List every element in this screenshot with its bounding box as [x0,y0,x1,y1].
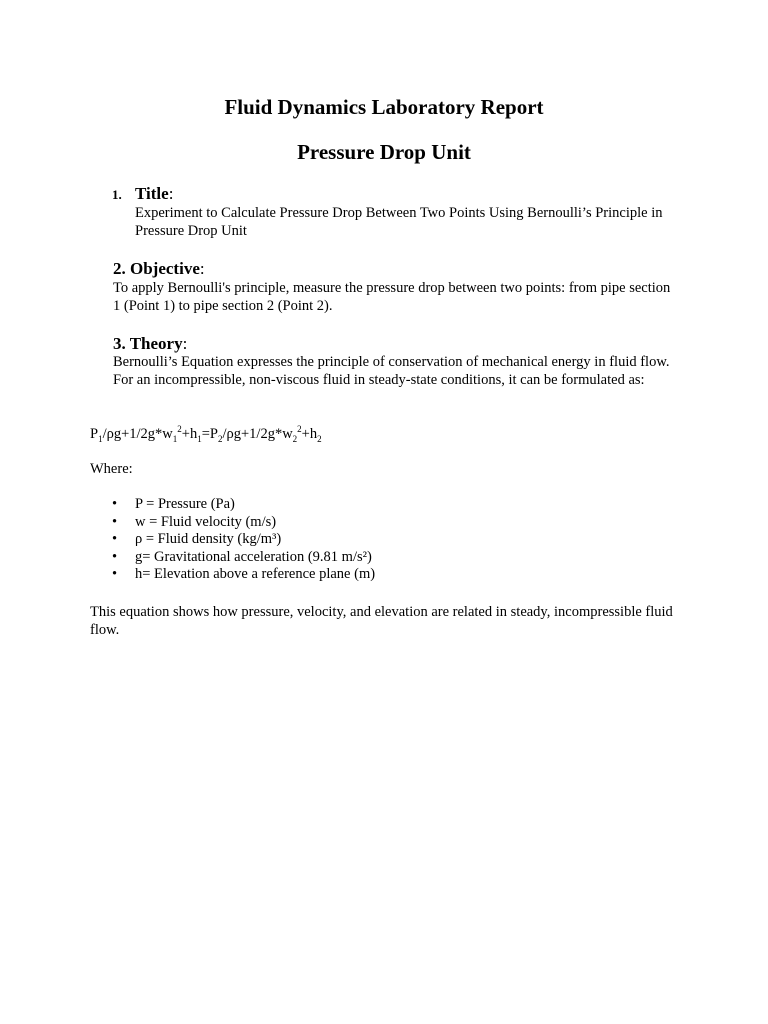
variable-list [112,496,375,584]
report-subtitle: Pressure Drop Unit [297,140,471,164]
list-item [112,496,375,514]
list-item [112,531,375,549]
formula-sup-2b: 2 [297,424,302,435]
where-label: Where: [90,461,133,477]
formula-sub-2b: 2 [292,433,298,444]
section-2-heading-colon: : [199,259,205,278]
bullet-icon: • [112,531,118,548]
bullet-icon: • [112,496,118,512]
section-3-heading-colon: : [182,334,188,353]
section-1-body: Experiment to Calculate Pressure Drop Between Two Points Using Bernoulli’s Principle in Pressure Drop Unit [135,205,663,239]
list-item [112,566,375,584]
formula-sub-1c: 1 [197,433,202,444]
formula-frag-b1: +h [181,426,198,442]
list-item [112,549,375,567]
formula-frag-c: =P [201,426,218,442]
formula-sub-1b: 1 [172,433,178,444]
section-3-heading-text: 3. Theory [113,334,183,353]
section-2-heading-text: 2. Objective [113,259,200,278]
formula-frag-a2: /ρg+1/2g*w [222,426,293,442]
section-2-heading [113,258,205,280]
list-item-text: w = Fluid velocity (m/s) [135,513,277,530]
bullet-icon: • [112,566,118,583]
list-item-text: h= Elevation above a reference plane (m) [135,566,376,583]
section-1-heading-colon: : [168,184,174,203]
formula-sub-2a: 2 [217,433,223,444]
formula-frag-a1: /ρg+1/2g*w [102,426,173,442]
closing-paragraph: This equation shows how pressure, velocity, and elevation are related in steady, incompressible fluid flow. [90,604,673,638]
formula-sub-2c: 2 [317,433,322,444]
bernoulli-equation [90,424,322,444]
list-item-text: ρ = Fluid density (kg/m³) [135,531,282,548]
list-item [112,514,375,532]
formula-frag-b2: +h [301,426,318,442]
formula-p1: P [90,426,99,442]
list-item-text: g= Gravitational acceleration (9.81 m/s²) [135,548,372,565]
section-1-heading-text: Title [135,184,169,203]
section-1-number: 1. [112,187,122,202]
formula-sup-2a: 2 [177,424,182,435]
section-3-body: Bernoulli’s Equation expresses the principle of conservation of mechanical energy in fluid flow. For an incompressible, non-viscous fluid in steady-state conditions, it can be formulated as: [113,354,670,388]
section-1-heading [135,183,173,205]
bullet-icon: • [112,513,118,530]
section-3-heading [113,333,187,355]
bullet-icon: • [112,548,118,565]
section-2-body: To apply Bernoulli's principle, measure the pressure drop between two points: from pipe section 1 (Point 1) to pipe section 2 (Point 2). [113,280,671,314]
report-title: Fluid Dynamics Laboratory Report [224,95,544,119]
formula-sub-1: 1 [98,433,103,444]
list-item-text: P = Pressure (Pa) [135,496,235,512]
